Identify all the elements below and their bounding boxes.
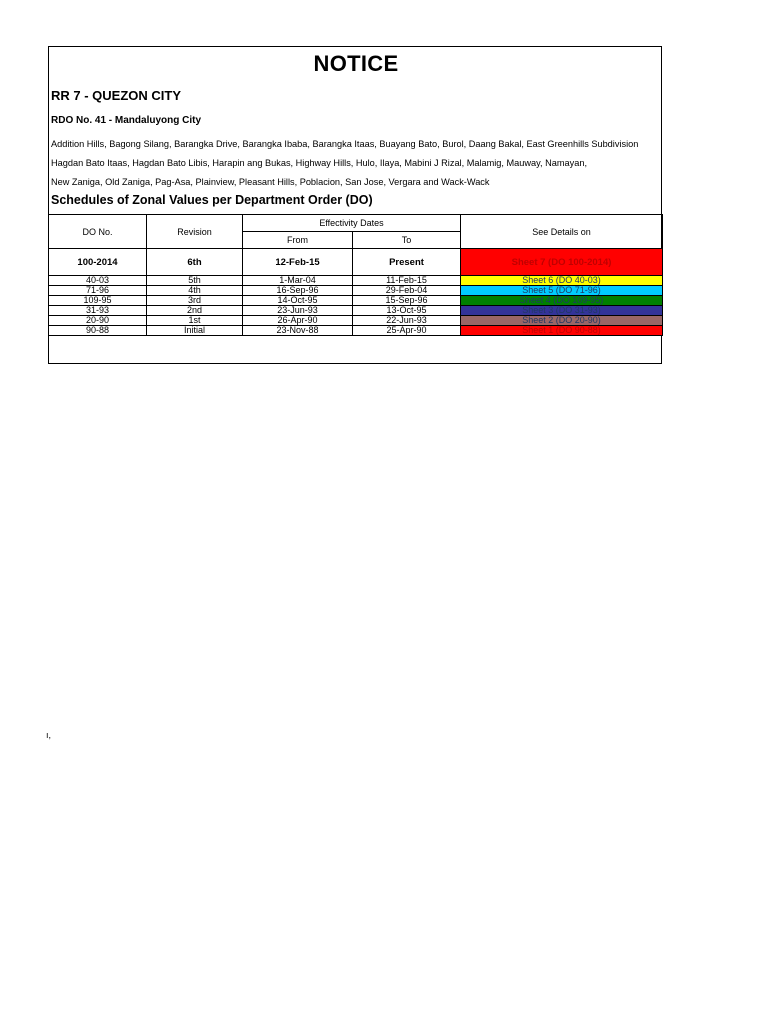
do-no-cell: 20-90 bbox=[49, 316, 147, 326]
revision-cell: 5th bbox=[147, 276, 243, 286]
do-no-cell: 90-88 bbox=[49, 326, 147, 336]
to-date-cell: 29-Feb-04 bbox=[353, 286, 461, 296]
from-date-cell: 23-Jun-93 bbox=[243, 306, 353, 316]
revision-cell: 1st bbox=[147, 316, 243, 326]
stray-text: ı, bbox=[46, 730, 52, 740]
header-details: See Details on bbox=[461, 215, 663, 249]
to-date-cell: 25-Apr-90 bbox=[353, 326, 461, 336]
to-date-cell: 11-Feb-15 bbox=[353, 276, 461, 286]
rdo-heading: RDO No. 41 - Mandaluyong City bbox=[51, 115, 202, 126]
revision-cell: 3rd bbox=[147, 296, 243, 306]
area-line: New Zaniga, Old Zaniga, Pag-Asa, Plainview, Pleasant Hills, Poblacion, San Jose, Vergara and Wack-Wack bbox=[51, 177, 490, 187]
sheet-link[interactable]: Sheet 4 (DO 109-95) bbox=[461, 296, 663, 306]
table-row bbox=[49, 249, 663, 276]
region-heading: RR 7 - QUEZON CITY bbox=[51, 88, 182, 103]
header-do-no: DO No. bbox=[49, 215, 147, 249]
from-date-cell: 23-Nov-88 bbox=[243, 326, 353, 336]
header-from: From bbox=[243, 232, 353, 249]
to-date-cell: 13-Oct-95 bbox=[353, 306, 461, 316]
sheet-link[interactable]: Sheet 6 (DO 40-03) bbox=[461, 276, 663, 286]
sheet-link[interactable]: Sheet 3 (DO 31-93) bbox=[461, 306, 663, 316]
table-row bbox=[49, 316, 663, 326]
header-effectivity: Effectivity Dates bbox=[243, 215, 461, 232]
do-no-cell: 40-03 bbox=[49, 276, 147, 286]
area-line: Hagdan Bato Itaas, Hagdan Bato Libis, Harapin ang Bukas, Highway Hills, Hulo, Ilaya, Mabini J Rizal, Malamig, Mauway, Namayan, bbox=[51, 158, 588, 168]
do-no-cell: 31-93 bbox=[49, 306, 147, 316]
sheet-link[interactable]: Sheet 7 (DO 100-2014) bbox=[461, 249, 663, 276]
from-date-cell: 26-Apr-90 bbox=[243, 316, 353, 326]
do-no-cell: 100-2014 bbox=[49, 249, 147, 276]
schedule-heading: Schedules of Zonal Values per Department Order (DO) bbox=[51, 193, 373, 207]
header-revision: Revision bbox=[147, 215, 243, 249]
sheet-link[interactable]: Sheet 2 (DO 20-90) bbox=[461, 316, 663, 326]
revision-cell: 6th bbox=[147, 249, 243, 276]
do-no-cell: 71-96 bbox=[49, 286, 147, 296]
do-schedule-table bbox=[48, 214, 663, 336]
table-row bbox=[49, 326, 663, 336]
from-date-cell: 16-Sep-96 bbox=[243, 286, 353, 296]
sheet-link[interactable]: Sheet 5 (DO 71-96) bbox=[461, 286, 663, 296]
sheet-link[interactable]: Sheet 1 (DO 90-88) bbox=[461, 326, 663, 336]
to-date-cell: Present bbox=[353, 249, 461, 276]
table-row bbox=[49, 296, 663, 306]
revision-cell: 2nd bbox=[147, 306, 243, 316]
to-date-cell: 22-Jun-93 bbox=[353, 316, 461, 326]
to-date-cell: 15-Sep-96 bbox=[353, 296, 461, 306]
from-date-cell: 14-Oct-95 bbox=[243, 296, 353, 306]
table-row bbox=[49, 306, 663, 316]
notice-title: NOTICE bbox=[313, 51, 399, 76]
revision-cell: Initial bbox=[147, 326, 243, 336]
table-row bbox=[49, 286, 663, 296]
table-row bbox=[49, 276, 663, 286]
header-to: To bbox=[353, 232, 461, 249]
from-date-cell: 1-Mar-04 bbox=[243, 276, 353, 286]
do-no-cell: 109-95 bbox=[49, 296, 147, 306]
from-date-cell: 12-Feb-15 bbox=[243, 249, 353, 276]
area-list bbox=[51, 135, 638, 192]
area-line: Addition Hills, Bagong Silang, Barangka Drive, Barangka Ibaba, Barangka Itaas, Buayang Bato, Burol, Daang Bakal, East Greenhills Subdivision bbox=[51, 139, 639, 149]
notice-box bbox=[48, 46, 662, 364]
revision-cell: 4th bbox=[147, 286, 243, 296]
